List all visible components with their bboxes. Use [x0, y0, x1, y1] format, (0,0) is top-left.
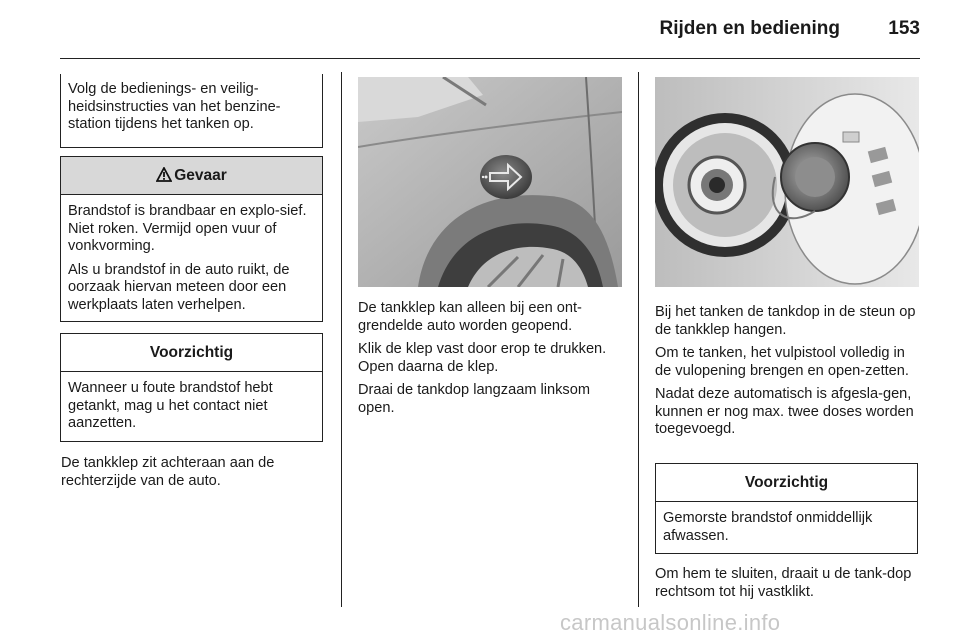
- column-divider-1: [341, 72, 342, 607]
- warning-triangle-icon: [156, 167, 172, 182]
- fuel-cap-image: [655, 77, 919, 287]
- fuel-flap-car-drawing: [358, 77, 622, 287]
- caution-box-1-header: Voorzichtig: [61, 334, 322, 372]
- col2-text: [358, 300, 624, 417]
- watermark: carmanualsonline.info: [560, 610, 781, 635]
- col3-text: [655, 304, 923, 439]
- page-number: 153: [888, 18, 920, 39]
- caution-box-1-text: Wanneer u foute brandstof hebt getankt, mag u het contact niet aanzetten.: [68, 380, 273, 431]
- danger-paragraph-1: Brandstof is brandbaar en explo-sief. Niet roken. Vermijd open vuur of vonkvorming.: [68, 203, 307, 254]
- caution-box-2-header: Voorzichtig: [656, 464, 917, 502]
- column-divider-2: [638, 72, 639, 607]
- col1-paragraph-text: De tankklep zit achteraan aan de rechterzijde van de auto.: [61, 455, 275, 489]
- col1-paragraph: [61, 455, 323, 490]
- col2-paragraph-1: De tankklep kan alleen bij een ont-grendelde auto worden geopend.: [358, 300, 582, 334]
- danger-box: [60, 156, 323, 322]
- caution-box-2-text: Gemorste brandstof onmiddellijk afwassen.: [663, 510, 873, 544]
- col3-paragraph-1: Bij het tanken de tankdop in de steun op de tankklep hangen.: [655, 304, 916, 338]
- col2-paragraph-3: Draai de tankdop langzaam linksom open.: [358, 382, 591, 416]
- caution-box-2: [655, 463, 918, 554]
- caution-box-1: [60, 333, 323, 442]
- fuel-cap-drawing: [655, 77, 919, 287]
- running-header-title: Rijden en bediening: [659, 18, 840, 39]
- intro-box: [60, 74, 323, 148]
- danger-box-title: Gevaar: [174, 167, 227, 184]
- danger-box-header: [61, 157, 322, 195]
- col2-paragraph-2: Klik de klep vast door erop te drukken. Open daarna de klep.: [358, 341, 607, 375]
- col3-paragraph-3: Nadat deze automatisch is afgesla-gen, kunnen er nog max. twee doses worden toegevoegd.: [655, 386, 914, 437]
- intro-text: Volg de bedienings- en veilig-heidsinstructies van het benzine-station tijdens het tanken op.: [68, 81, 281, 132]
- col3-closing: [655, 566, 923, 601]
- col3-closing-text: Om hem te sluiten, draait u de tank-dop rechtsom tot hij vastklikt.: [655, 566, 912, 600]
- header-rule: [60, 58, 920, 59]
- col3-paragraph-2: Om te tanken, het vulpistool volledig in de vulopening brengen en open-zetten.: [655, 345, 909, 379]
- danger-paragraph-2: Als u brandstof in de auto ruikt, de oorzaak hiervan meteen door een werkplaats laten verhelpen.: [68, 261, 290, 313]
- fuel-flap-car-image: [358, 77, 622, 287]
